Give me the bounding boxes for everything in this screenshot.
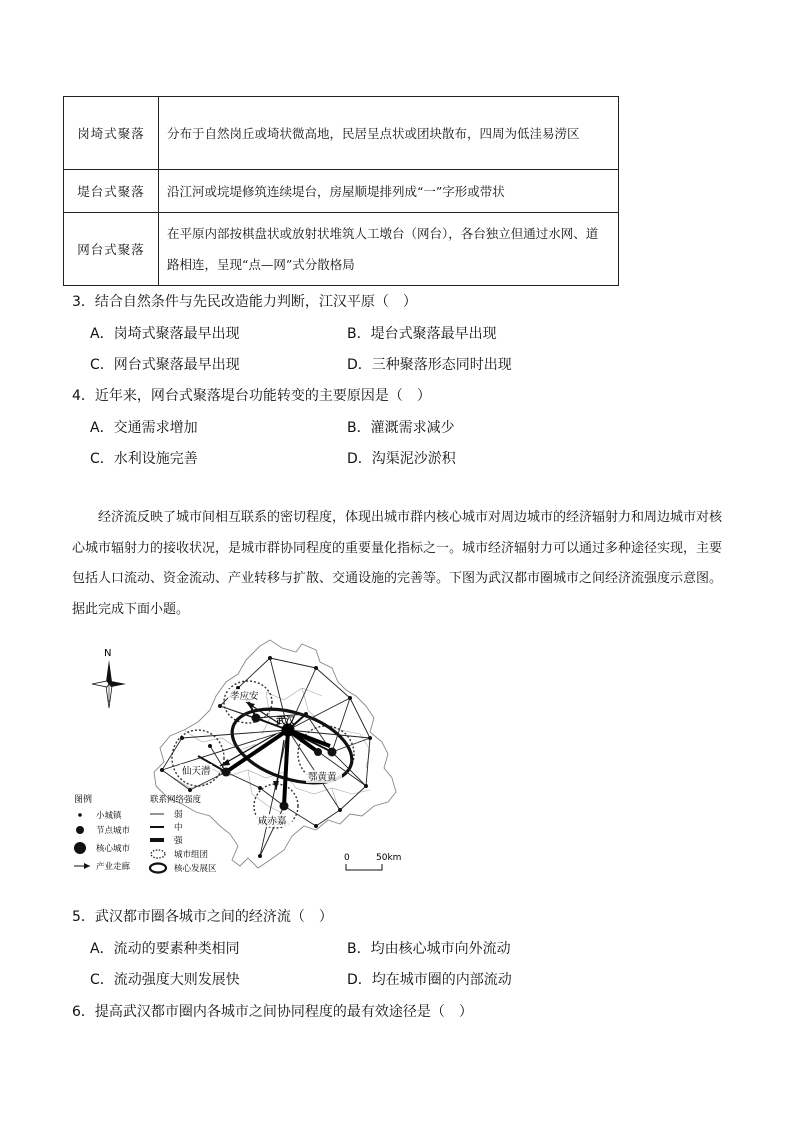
legend-strong: 强 [174, 836, 183, 846]
label-xiantao: 仙天潜 [182, 766, 211, 777]
arrow-icon [84, 863, 90, 869]
question-5-option-c[interactable]: C．流动强度大则发展快 [90, 972, 240, 988]
question-5-option-a[interactable]: A．流动的要素种类相同 [90, 941, 240, 957]
settlement-desc: 分布于自然岗丘或埼状微高地，民居呈点状或团块散布，四周为低洼易涝区 [159, 97, 619, 170]
legend-core-city: 核心城市 [96, 844, 131, 854]
scale-zero: 0 [344, 853, 350, 863]
legend-industry-corridor: 产业走廊 [96, 862, 131, 872]
legend-city-group: 城市组团 [174, 850, 209, 860]
question-4-stem: 4．近年来，网台式聚落堤台功能转变的主要原因是（ ） [72, 388, 431, 404]
legend-weak: 弱 [174, 810, 183, 820]
label-ehuanghuang: 鄂黄黄 [308, 772, 337, 783]
question-4-option-c[interactable]: C．水利设施完善 [90, 451, 198, 467]
scale-bar [344, 853, 401, 870]
question-5-stem: 5．武汉都市圈各城市之间的经济流（ ） [72, 909, 333, 925]
table-row [64, 213, 619, 286]
scale-label: 50km [376, 853, 402, 863]
label-xiaogan: 孝应安 [230, 691, 259, 702]
label-xianchixian: 咸赤嘉 [258, 816, 287, 827]
question-3-option-a[interactable]: A．岗埼式聚落最早出现 [90, 326, 240, 342]
settlement-name: 网台式聚落 [64, 213, 159, 286]
label-wuhan: 武汉 [276, 716, 296, 727]
city-group-xiantao [172, 730, 224, 786]
table-row [64, 170, 619, 213]
question-3-option-d[interactable]: D．三种聚落形态同时出现 [347, 357, 512, 373]
question-3-stem: 3．结合自然条件与先民改造能力判断，江汉平原（ ） [72, 294, 417, 310]
settlement-table [63, 96, 619, 286]
question-4-option-d[interactable]: D．沟渠泥沙淤积 [347, 451, 456, 467]
question-6-stem: 6．提高武汉都市圈内各城市之间协同程度的最有效途径是（ ） [72, 1004, 473, 1020]
core-city-icon [74, 842, 86, 854]
reading-passage: 经济流反映了城市间相互联系的密切程度，体现出城市群内核心城市对周边城市的经济辐射力和周边城市对核心城市辐射力的接收状况，是城市群协同程度的重要量化指标之一。城市经济辐射力可以通过多种途径实现，主要包括人口流动、资金流动、产业转移与扩散、交通设施的完善等。下图为武汉都市圈城市之间经济流强度示意图。据此完成下面小题。 [72, 510, 723, 617]
settlement-name: 岗埼式聚落 [64, 97, 159, 170]
settlement-name: 堤台式聚落 [64, 170, 159, 213]
north-label: N [104, 648, 112, 659]
compass-icon [92, 660, 126, 708]
question-3-option-c[interactable]: C．网台式聚落最早出现 [90, 357, 240, 373]
legend-title: 图例 [74, 795, 93, 805]
legend-small-town: 小城镇 [96, 811, 122, 821]
question-4-option-a[interactable]: A．交通需求增加 [90, 420, 198, 436]
question-4-option-b[interactable]: B．灌溉需求减少 [347, 420, 455, 436]
small-town-icon [78, 813, 82, 817]
industry-corridors [220, 702, 284, 790]
metro-boundary [154, 640, 396, 868]
strong-links [226, 730, 330, 806]
legend-medium: 中 [174, 823, 183, 833]
legend-node-city: 节点城市 [96, 826, 131, 836]
table-row [64, 97, 619, 170]
city-group-icon [151, 850, 165, 858]
node-city-icon [76, 826, 84, 834]
settlement-desc: 在平原内部按棋盘状或放射状堆筑人工墩台（网台），各台独立但通过水网、道路相连，呈现“点—网”式分散格局 [159, 213, 619, 286]
legend-link-title: 联系网络强度 [150, 795, 202, 805]
settlement-desc: 沿江河或垸堤修筑连续堤台，房屋顺堤排列成“一”字形或带状 [159, 170, 619, 213]
question-5-option-b[interactable]: B．均由核心城市向外流动 [347, 941, 511, 957]
legend-core-zone: 核心发展区 [174, 864, 217, 874]
core-zone-icon [150, 864, 166, 873]
question-3-option-b[interactable]: B．堤台式聚落最早出现 [347, 326, 497, 342]
question-5-option-d[interactable]: D．均在城市圈的内部流动 [347, 972, 512, 988]
wuhan-metro-map [70, 638, 420, 878]
map-legend [74, 793, 217, 874]
